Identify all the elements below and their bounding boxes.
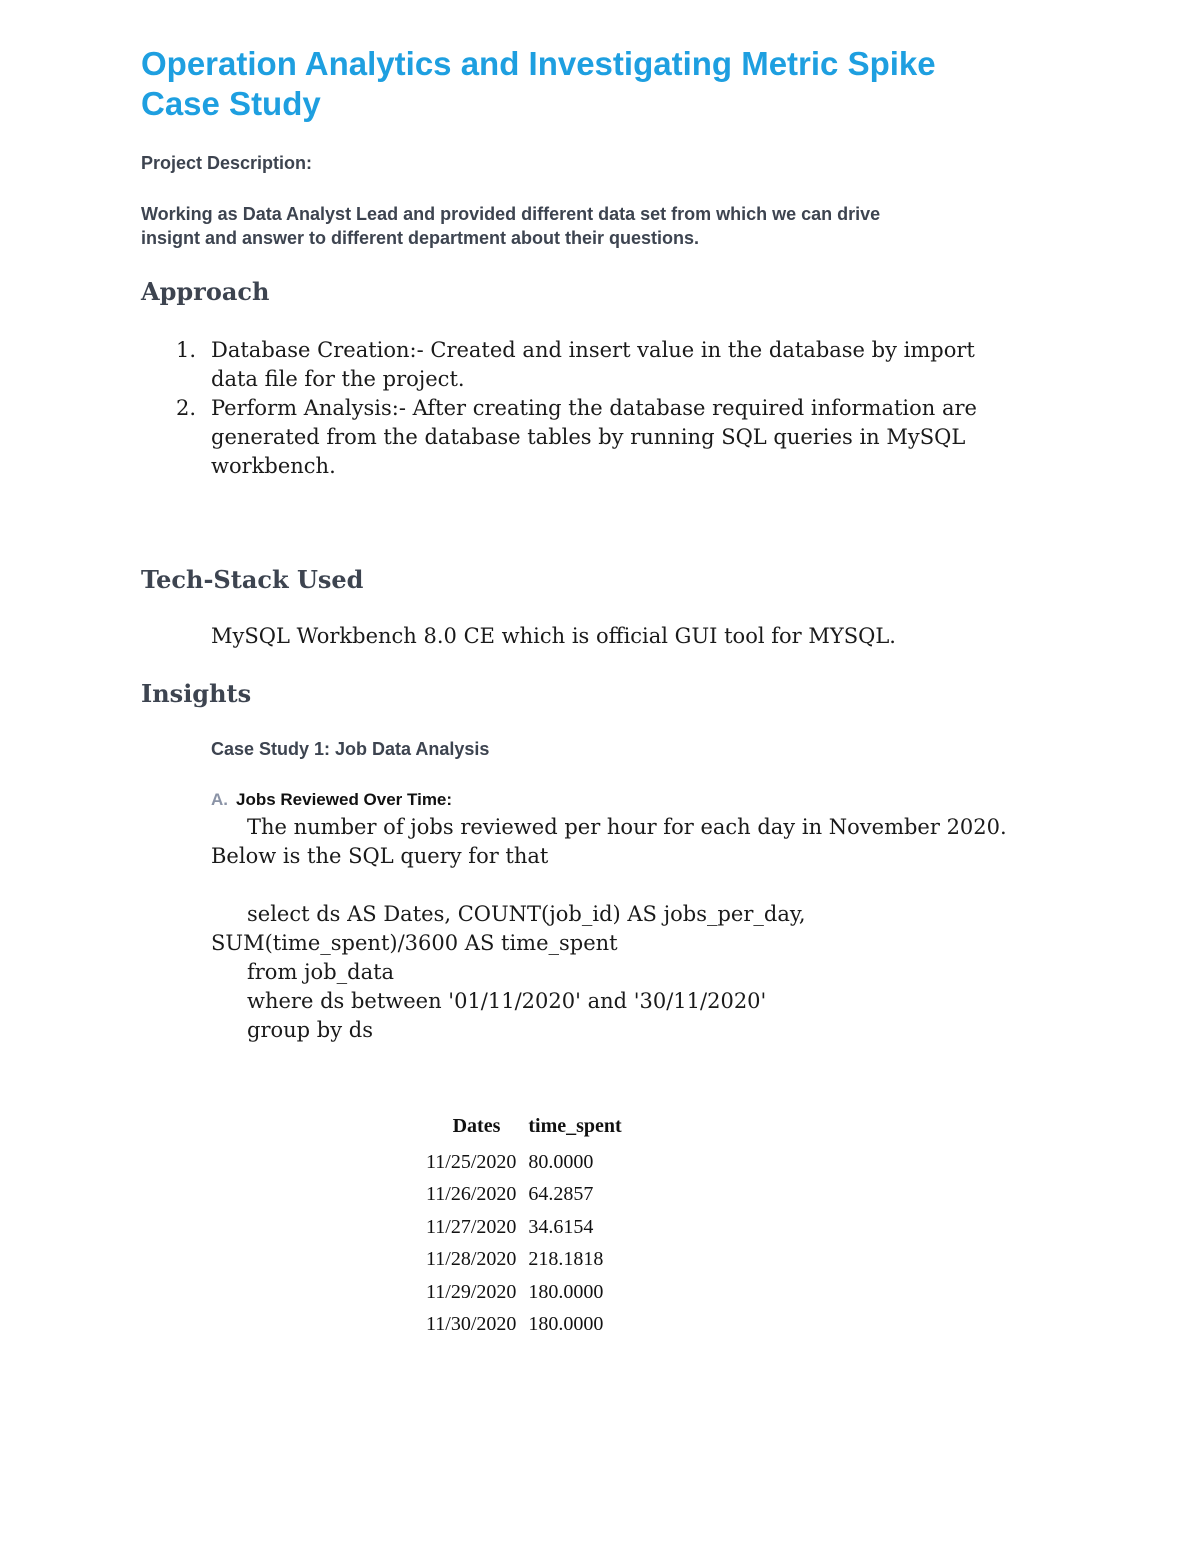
cell-time-spent: 180.0000 [528, 1280, 604, 1303]
cell-time-spent: 34.6154 [528, 1215, 594, 1238]
cell-time-spent: 218.1818 [528, 1248, 604, 1271]
section-label: Jobs Reviewed Over Time: [236, 790, 453, 809]
cell-date: 11/25/2020 [426, 1150, 517, 1173]
approach-item-1-line-1: Database Creation:- Created and insert value in the database by import [211, 338, 975, 362]
approach-item-2-line-1: Perform Analysis:- After creating the database required information are [211, 396, 977, 420]
list-number: 1. [176, 338, 197, 362]
sql-line-1: select ds AS Dates, COUNT(job_id) AS jobs_per_day, [247, 902, 806, 926]
list-number: 2. [176, 396, 197, 420]
table-row [420, 1244, 628, 1277]
sql-line-3: from job_data [247, 960, 395, 984]
column-header-time-spent: time_spent [528, 1115, 622, 1137]
table-row [420, 1179, 628, 1212]
approach-item-2-line-2: generated from the database tables by running SQL queries in MySQL [211, 425, 966, 449]
cell-date: 11/28/2020 [426, 1248, 517, 1271]
document-title [141, 44, 1081, 124]
approach-heading: Approach [141, 277, 270, 306]
table-row [420, 1309, 628, 1342]
tech-stack-text: MySQL Workbench 8.0 CE which is official GUI tool for MYSQL. [211, 624, 896, 648]
sql-line-4: where ds between '01/11/2020' and '30/11/2020' [247, 989, 767, 1013]
cell-time-spent: 80.0000 [528, 1150, 594, 1173]
cell-time-spent: 180.0000 [528, 1313, 604, 1336]
tech-stack-heading: Tech-Stack Used [141, 565, 364, 594]
project-description [141, 202, 1041, 250]
column-header-dates: Dates [452, 1115, 501, 1137]
approach-item-2-line-3: workbench. [211, 454, 336, 478]
project-description-line-2: insignt and answer to different department about their questions. [141, 228, 700, 248]
project-description-label: Project Description: [141, 153, 313, 173]
section-a-heading [211, 788, 452, 812]
insights-heading: Insights [141, 679, 252, 708]
approach-item-1-line-2: data file for the project. [211, 367, 465, 391]
cell-date: 11/29/2020 [426, 1280, 517, 1303]
section-a-description-line-1: The number of jobs reviewed per hour for each day in November 2020. [247, 815, 1007, 839]
table-row [420, 1211, 628, 1244]
sql-line-2: SUM(time_spent)/3600 AS time_spent [211, 931, 618, 955]
cell-time-spent: 64.2857 [528, 1183, 594, 1206]
table-row [420, 1146, 628, 1179]
project-description-line-1: Working as Data Analyst Lead and provided different data set from which we can drive [141, 204, 881, 224]
title-line-1: Operation Analytics and Investigating Metric Spike [141, 45, 936, 82]
table-row [420, 1276, 628, 1309]
table-header-row [420, 1115, 628, 1146]
cell-date: 11/30/2020 [426, 1313, 517, 1336]
approach-item-2 [141, 394, 1041, 481]
sql-line-5: group by ds [247, 1018, 373, 1042]
case-study-title: Case Study 1: Job Data Analysis [211, 739, 490, 759]
approach-list [141, 336, 1041, 481]
cell-date: 11/27/2020 [426, 1215, 517, 1238]
approach-item-1 [141, 336, 1041, 394]
result-table [420, 1115, 628, 1341]
title-line-2: Case Study [141, 85, 321, 122]
cell-date: 11/26/2020 [426, 1183, 517, 1206]
sql-query [211, 900, 806, 1045]
section-letter: A. [211, 790, 228, 809]
section-a-description-line-2: Below is the SQL query for that [211, 844, 549, 868]
